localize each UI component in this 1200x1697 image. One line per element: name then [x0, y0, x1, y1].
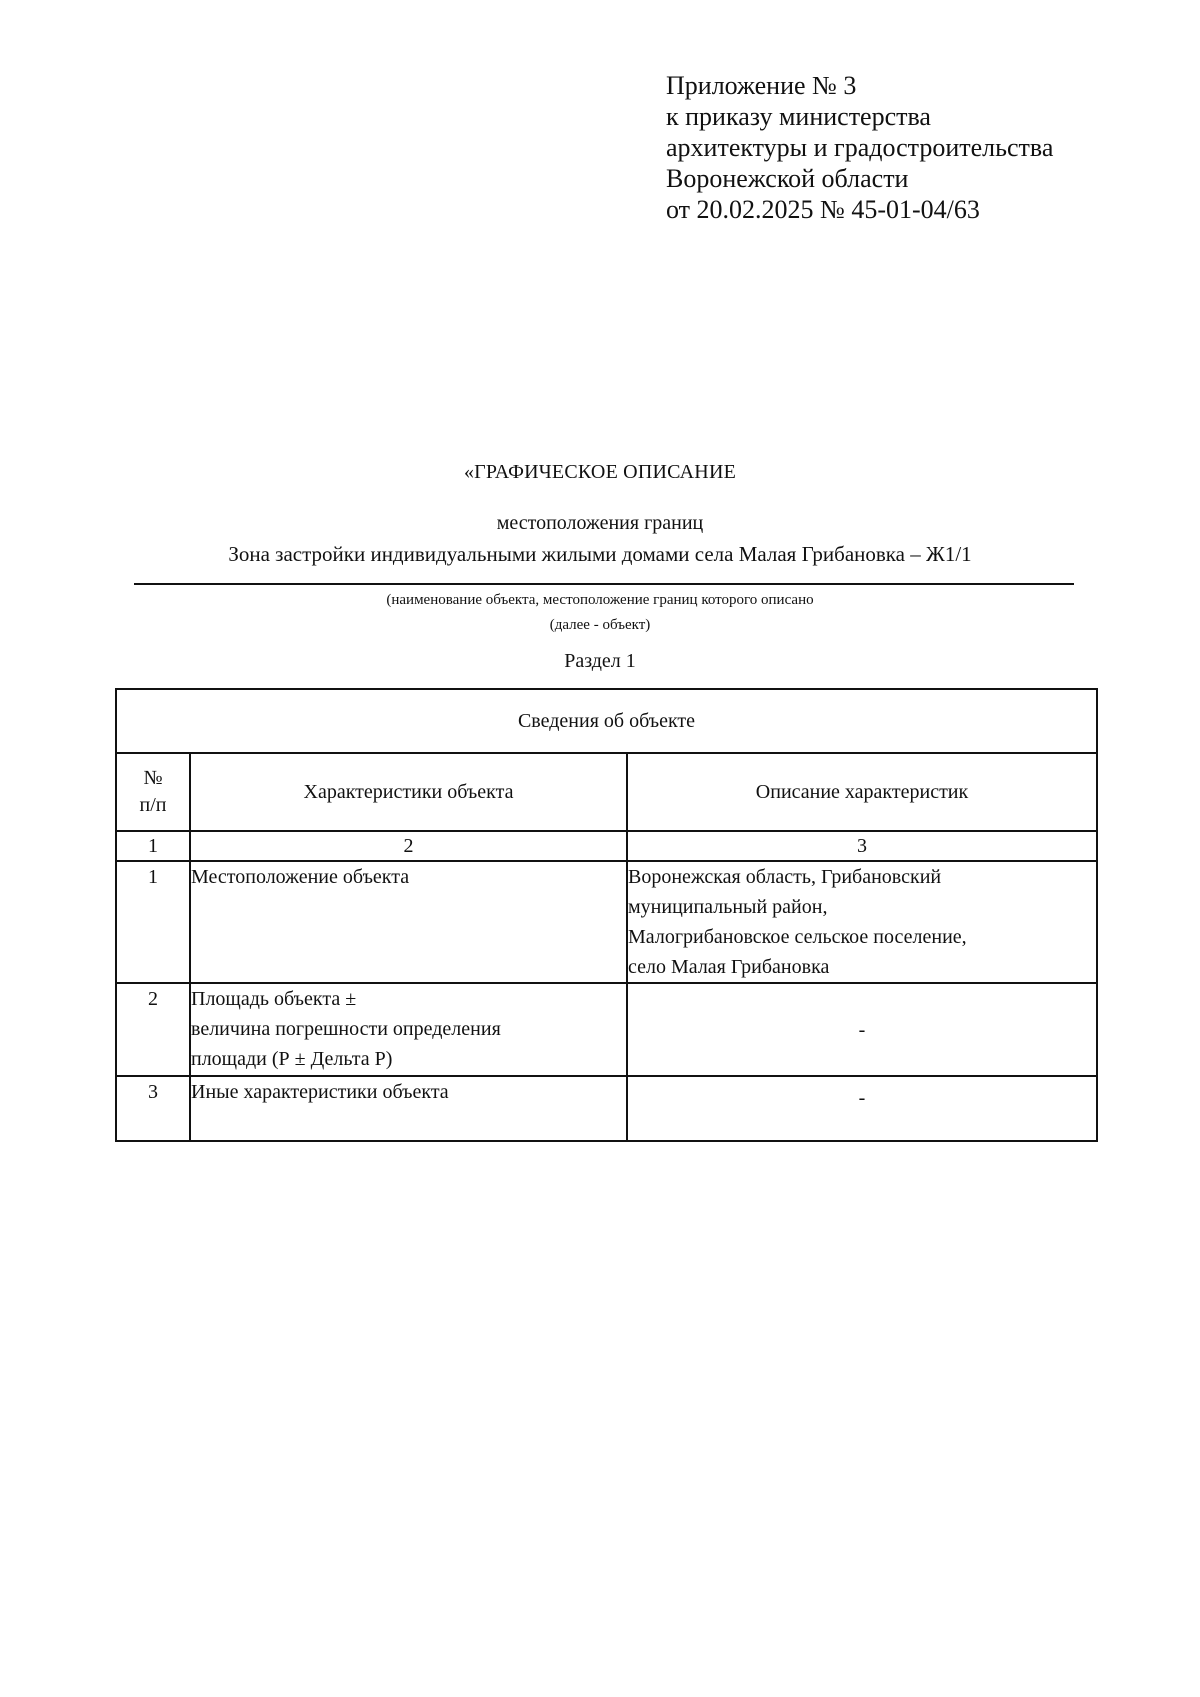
row-number: 1	[116, 861, 190, 983]
table-row	[116, 983, 1097, 1076]
table-title-row	[116, 689, 1097, 753]
description-line: Малогрибановское сельское поселение,	[628, 926, 967, 948]
object-name-underline	[134, 583, 1074, 585]
column-number: 3	[627, 831, 1097, 861]
annex-line: Воронежской области	[666, 164, 909, 193]
header-number-line: №	[143, 767, 163, 789]
document-subtitle: местоположения границ	[496, 512, 704, 534]
row-characteristic	[190, 861, 627, 983]
annex-line: к приказу министерства	[666, 102, 931, 131]
description-line: муниципальный район,	[628, 896, 828, 918]
row-description: -	[627, 1076, 1097, 1141]
row-characteristic	[190, 983, 627, 1076]
annex-line: архитектуры и градостроительства	[666, 133, 1054, 162]
row-characteristic	[190, 1076, 627, 1141]
caption-line: (наименование объекта, местоположение границ которого описано	[386, 592, 814, 608]
annex-header	[666, 70, 1053, 225]
header-number-line: п/п	[139, 794, 167, 816]
annex-line: от 20.02.2025 № 45-01-04/63	[666, 195, 980, 224]
table-row	[116, 861, 1097, 983]
column-number-row	[116, 831, 1097, 861]
caption-line: (далее - объект)	[549, 617, 651, 633]
column-number: 2	[190, 831, 627, 861]
header-characteristics: Характеристики объекта	[190, 753, 627, 831]
object-info-table	[115, 688, 1098, 1142]
row-description	[627, 861, 1097, 983]
object-name: Зона застройки индивидуальными жилыми домами села Малая Грибановка – Ж1/1	[228, 542, 972, 566]
characteristic-line: площади (Р ± Дельта Р)	[191, 1048, 393, 1070]
characteristic-line: Местоположение объекта	[191, 866, 410, 888]
annex-line: Приложение № 3	[666, 71, 857, 100]
document-title: «ГРАФИЧЕСКОЕ ОПИСАНИЕ	[463, 461, 737, 483]
header-number	[116, 753, 190, 831]
column-number: 1	[116, 831, 190, 861]
description-line: село Малая Грибановка	[628, 956, 830, 978]
table-row	[116, 1076, 1097, 1141]
table-title: Сведения об объекте	[116, 689, 1097, 753]
characteristic-line: величина погрешности определения	[191, 1018, 501, 1040]
row-number: 2	[116, 983, 190, 1076]
characteristic-line: Площадь объекта ±	[191, 988, 357, 1010]
table-header-row	[116, 753, 1097, 831]
row-number: 3	[116, 1076, 190, 1141]
section-heading: Раздел 1	[564, 650, 636, 672]
description-line: Воронежская область, Грибановский	[628, 866, 942, 888]
characteristic-line: Иные характеристики объекта	[191, 1081, 449, 1103]
row-description: -	[627, 983, 1097, 1076]
header-description: Описание характеристик	[627, 753, 1097, 831]
object-caption	[0, 588, 1200, 638]
